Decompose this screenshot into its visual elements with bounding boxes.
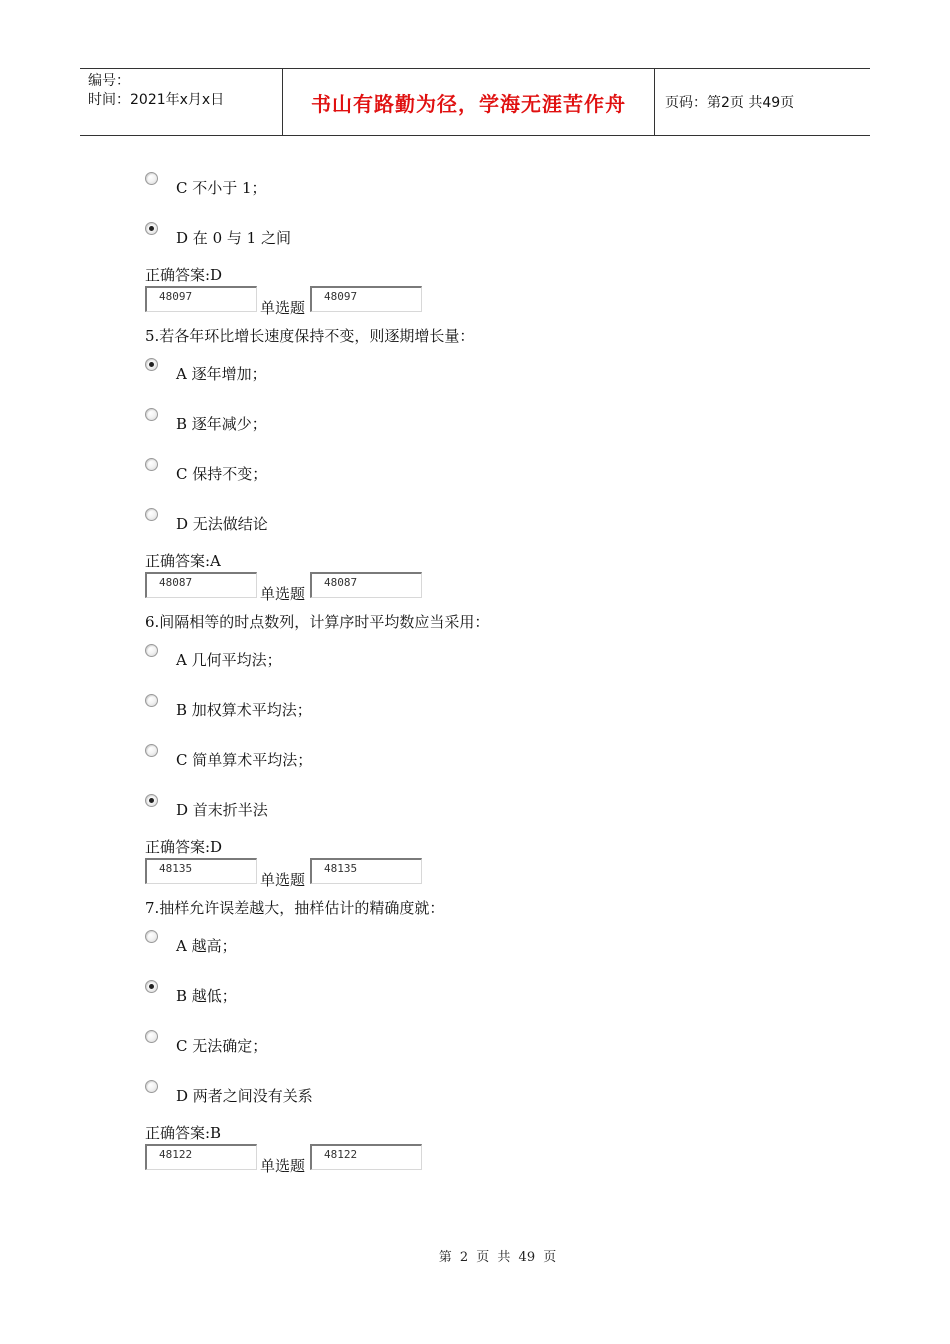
radio-button[interactable]: [145, 222, 158, 235]
question-id-row: [145, 1144, 845, 1178]
question-id-row: [145, 286, 845, 320]
header-motto: 书山有路勤为径，学海无涯苦作舟: [282, 69, 655, 135]
question-id-field[interactable]: 48135: [145, 858, 257, 884]
time-label: 时间：2021年x月x日: [88, 92, 225, 108]
option-label: B 越低；: [176, 987, 237, 1005]
question-id-field-2[interactable]: 48087: [310, 572, 422, 598]
question-id-field[interactable]: 48122: [145, 1144, 257, 1170]
question-block-4: [145, 168, 845, 320]
radio-button[interactable]: [145, 458, 158, 471]
option-d[interactable]: [145, 1076, 845, 1126]
option-label: B 加权算术平均法；: [176, 701, 312, 719]
question-id-field-2[interactable]: 48097: [310, 286, 422, 312]
option-b[interactable]: [145, 976, 845, 1026]
option-d[interactable]: [145, 504, 845, 554]
option-b[interactable]: [145, 404, 845, 454]
option-c[interactable]: [145, 454, 845, 504]
page-footer: 第 2 页 共 49 页: [438, 1250, 557, 1265]
option-label: D 首末折半法: [176, 801, 268, 819]
option-label: A 逐年增加；: [176, 365, 267, 383]
correct-answer: 正确答案:D: [145, 838, 223, 856]
question-id-field[interactable]: 48097: [145, 286, 257, 312]
radio-button[interactable]: [145, 1030, 158, 1043]
option-label: B 逐年减少；: [176, 415, 267, 433]
question-type: 单选题: [260, 299, 306, 317]
option-d[interactable]: [145, 218, 845, 268]
option-label: C 无法确定；: [176, 1037, 268, 1055]
option-d[interactable]: [145, 790, 845, 840]
question-type: 单选题: [260, 1157, 306, 1175]
option-a[interactable]: [145, 354, 845, 404]
question-block-5: [145, 323, 845, 606]
radio-button[interactable]: [145, 508, 158, 521]
header-left: [80, 69, 282, 135]
radio-button[interactable]: [145, 694, 158, 707]
option-label: C 保持不变；: [176, 465, 268, 483]
question-block-6: [145, 609, 845, 892]
option-a[interactable]: [145, 640, 845, 690]
option-c[interactable]: [145, 740, 845, 790]
radio-button[interactable]: [145, 358, 158, 371]
option-c[interactable]: [145, 1026, 845, 1076]
radio-button[interactable]: [145, 980, 158, 993]
option-label: C 不小于 1；: [176, 179, 267, 197]
radio-button[interactable]: [145, 930, 158, 943]
question-id-field-2[interactable]: 48135: [310, 858, 422, 884]
question-block-7: [145, 895, 845, 1178]
option-label: D 在 0 与 1 之间: [176, 229, 291, 247]
option-label: D 无法做结论: [176, 515, 268, 533]
radio-button[interactable]: [145, 644, 158, 657]
header-page-info: 页码：第2页 共49页: [665, 95, 795, 111]
question-id-row: [145, 572, 845, 606]
number-label: 编号：: [88, 73, 130, 89]
option-a[interactable]: [145, 926, 845, 976]
option-b[interactable]: [145, 690, 845, 740]
correct-answer: 正确答案:B: [145, 1124, 222, 1142]
option-label: A 几何平均法；: [176, 651, 282, 669]
question-type: 单选题: [260, 585, 306, 603]
question-text: 7.抽样允许误差越大，抽样估计的精确度就：: [145, 899, 445, 917]
question-id-field[interactable]: 48087: [145, 572, 257, 598]
correct-answer: 正确答案:A: [145, 552, 221, 570]
question-type: 单选题: [260, 871, 306, 889]
question-text: 6.间隔相等的时点数列，计算序时平均数应当采用：: [145, 613, 490, 631]
page-header: [80, 68, 870, 136]
option-label: C 简单算术平均法；: [176, 751, 313, 769]
question-id-field-2[interactable]: 48122: [310, 1144, 422, 1170]
option-label: D 两者之间没有关系: [176, 1087, 313, 1105]
radio-button[interactable]: [145, 1080, 158, 1093]
option-c[interactable]: [145, 168, 845, 218]
option-label: A 越高；: [176, 937, 237, 955]
correct-answer: 正确答案:D: [145, 266, 223, 284]
question-id-row: [145, 858, 845, 892]
radio-button[interactable]: [145, 172, 158, 185]
question-text: 5.若各年环比增长速度保持不变，则逐期增长量：: [145, 327, 475, 345]
radio-button[interactable]: [145, 794, 158, 807]
quiz-content: [145, 168, 845, 1178]
radio-button[interactable]: [145, 744, 158, 757]
radio-button[interactable]: [145, 408, 158, 421]
